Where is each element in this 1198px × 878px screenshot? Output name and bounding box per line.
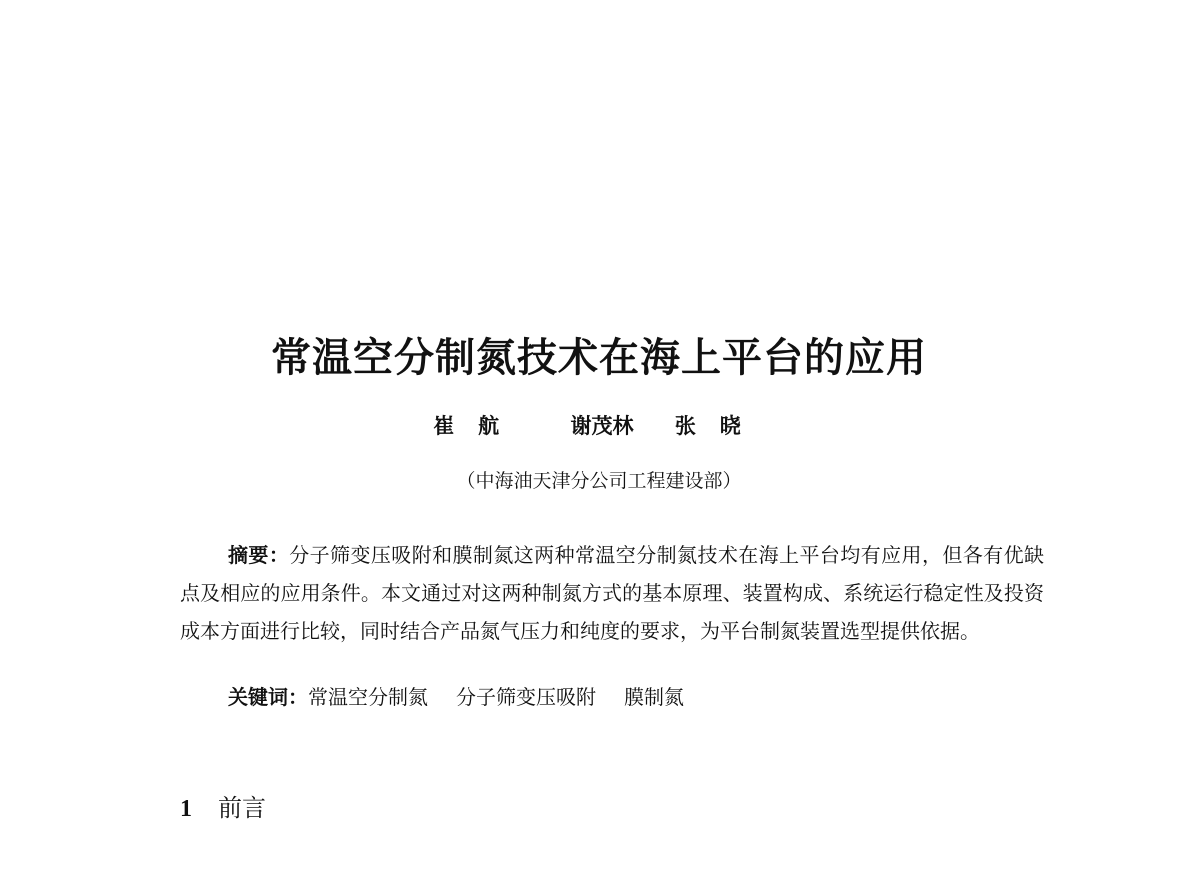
author-name: 张晓 — [674, 413, 765, 438]
abstract — [180, 536, 1044, 650]
section-title: 前言 — [218, 794, 266, 822]
keywords — [228, 678, 712, 716]
keyword: 分子筛变压吸附 — [456, 685, 596, 709]
author-list — [0, 410, 1198, 440]
keyword: 常温空分制氮 — [308, 685, 428, 709]
section-heading — [180, 788, 266, 823]
author-name: 崔航 — [433, 413, 524, 438]
paper-title: 常温空分制氮技术在海上平台的应用 — [271, 335, 927, 381]
abstract-label: 摘要： — [228, 543, 290, 567]
keyword: 膜制氮 — [624, 685, 684, 709]
affiliation: （中海油天津分公司工程建设部） — [456, 470, 742, 492]
keywords-label: 关键词： — [228, 685, 308, 709]
abstract-text: 分子筛变压吸附和膜制氮这两种常温空分制氮技术在海上平台均有应用，但各有优缺点及相应的应用条件。本文通过对这两种制氮方式的基本原理、装置构成、系统运行稳定性及投资成本方面进行比较，同时结合产品氮气压力和纯度的要求，为平台制氮装置选型提供依据。 — [180, 543, 1045, 643]
section-number: 1 — [180, 796, 192, 822]
author-name: 谢茂林 — [570, 413, 634, 438]
